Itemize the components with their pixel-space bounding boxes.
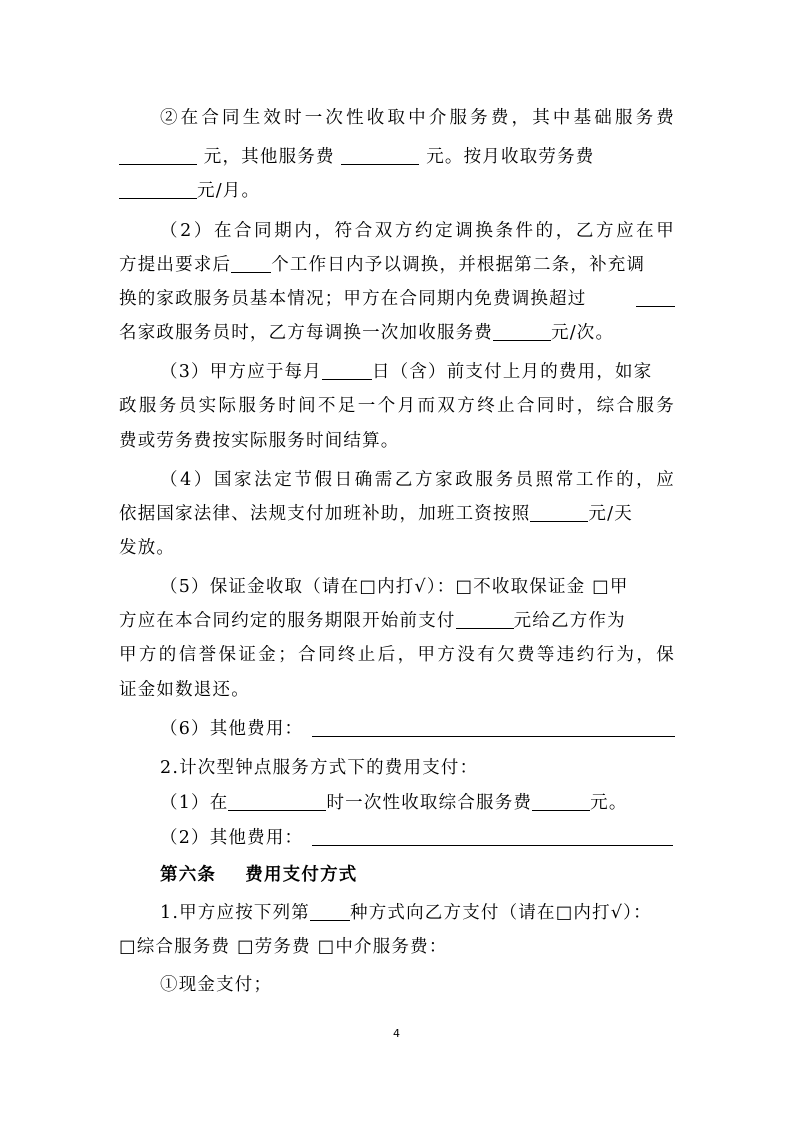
para-holiday-line1: （4）国家法定节假日确需乙方家政服务员照常工作的，应 (160, 470, 675, 490)
para-intermediary-fee-line3: 元/月。 (119, 176, 675, 206)
blank-collection-time[interactable] (228, 792, 326, 811)
blank-per-visit-fee[interactable] (532, 792, 590, 811)
para-replacement-line2: 方提出要求后 个工作日内予以调换，并根据第二条，补充调 (119, 255, 646, 275)
blank-replacement-fee[interactable] (493, 322, 551, 341)
article-6-title: 第六条 费用支付方式 (160, 865, 358, 885)
blank-other-fees[interactable] (312, 736, 675, 737)
para-per-visit-fee: （1）在 时一次性收取综合服务费 元。 (160, 793, 628, 813)
blank-free-replacements[interactable] (636, 306, 675, 307)
para-replacement-line4: 名家政服务员时，乙方每调换一次加收服务费 元/次。 (119, 323, 615, 343)
blank-payment-day[interactable] (322, 361, 372, 380)
blank-other-fee[interactable] (341, 146, 419, 165)
para-other-fees: （6）其他费用： (160, 714, 675, 744)
para-intermediary-fee-line1: ②在合同生效时一次性收取中介服务费，其中基础服务费 (160, 108, 675, 128)
blank-overtime-rate[interactable] (530, 503, 588, 522)
blank-workdays[interactable] (231, 254, 271, 273)
para-replacement-line3: 换的家政服务员基本情况；甲方在合同期内免费调换超过 (119, 284, 675, 314)
para-holiday-line2: 依据国家法律、法规支付加班补助，加班工资按照 元/天 (119, 504, 633, 524)
section-per-visit-payment: 2.计次型钟点服务方式下的费用支付： (160, 758, 479, 778)
para-replacement-line1: （2）在合同期内，符合双方约定调换条件的，乙方应在甲 (160, 221, 675, 241)
blank-monthly-labor-fee[interactable] (119, 180, 197, 199)
para-payment-date-line1: （3）甲方应于每月 日（含）前支付上月的费用，如家 (160, 362, 653, 382)
para-intermediary-fee-line2: 元，其他服务费 元。按月收取劳务费 (119, 142, 675, 172)
para-payment-method-line2: □综合服务费 □劳务费 □中介服务费： (119, 937, 448, 957)
blank-deposit-amount[interactable] (456, 610, 514, 629)
para-per-visit-other-fees: （2）其他费用： (160, 823, 675, 853)
para-payment-method-line1: 1.甲方应按下列第 种方式向乙方支付（请在□内打√）： (160, 903, 652, 923)
para-payment-date-line3: 费或劳务费按实际服务时间结算。 (119, 431, 400, 451)
para-holiday-line3: 发放。 (119, 538, 176, 558)
para-cash-payment: ①现金支付； (160, 975, 273, 995)
para-deposit-line3: 甲方的信誉保证金；合同终止后，甲方没有欠费等违约行为，保 (119, 645, 675, 665)
blank-payment-method-no[interactable] (310, 902, 350, 921)
para-payment-date-line2: 政服务员实际服务时间不足一个月而双方终止合同时，综合服务 (119, 396, 675, 416)
para-deposit-line4: 证金如数退还。 (119, 680, 250, 700)
para-deposit-line1: （5）保证金收取（请在□内打√）：□不收取保证金 □甲 (160, 577, 629, 597)
blank-per-visit-other-fees[interactable] (312, 845, 673, 846)
blank-base-fee[interactable] (119, 146, 197, 165)
page-number: 4 (393, 1027, 400, 1040)
para-deposit-line2: 方应在本合同约定的服务期限开始前支付 元给乙方作为 (119, 611, 626, 631)
